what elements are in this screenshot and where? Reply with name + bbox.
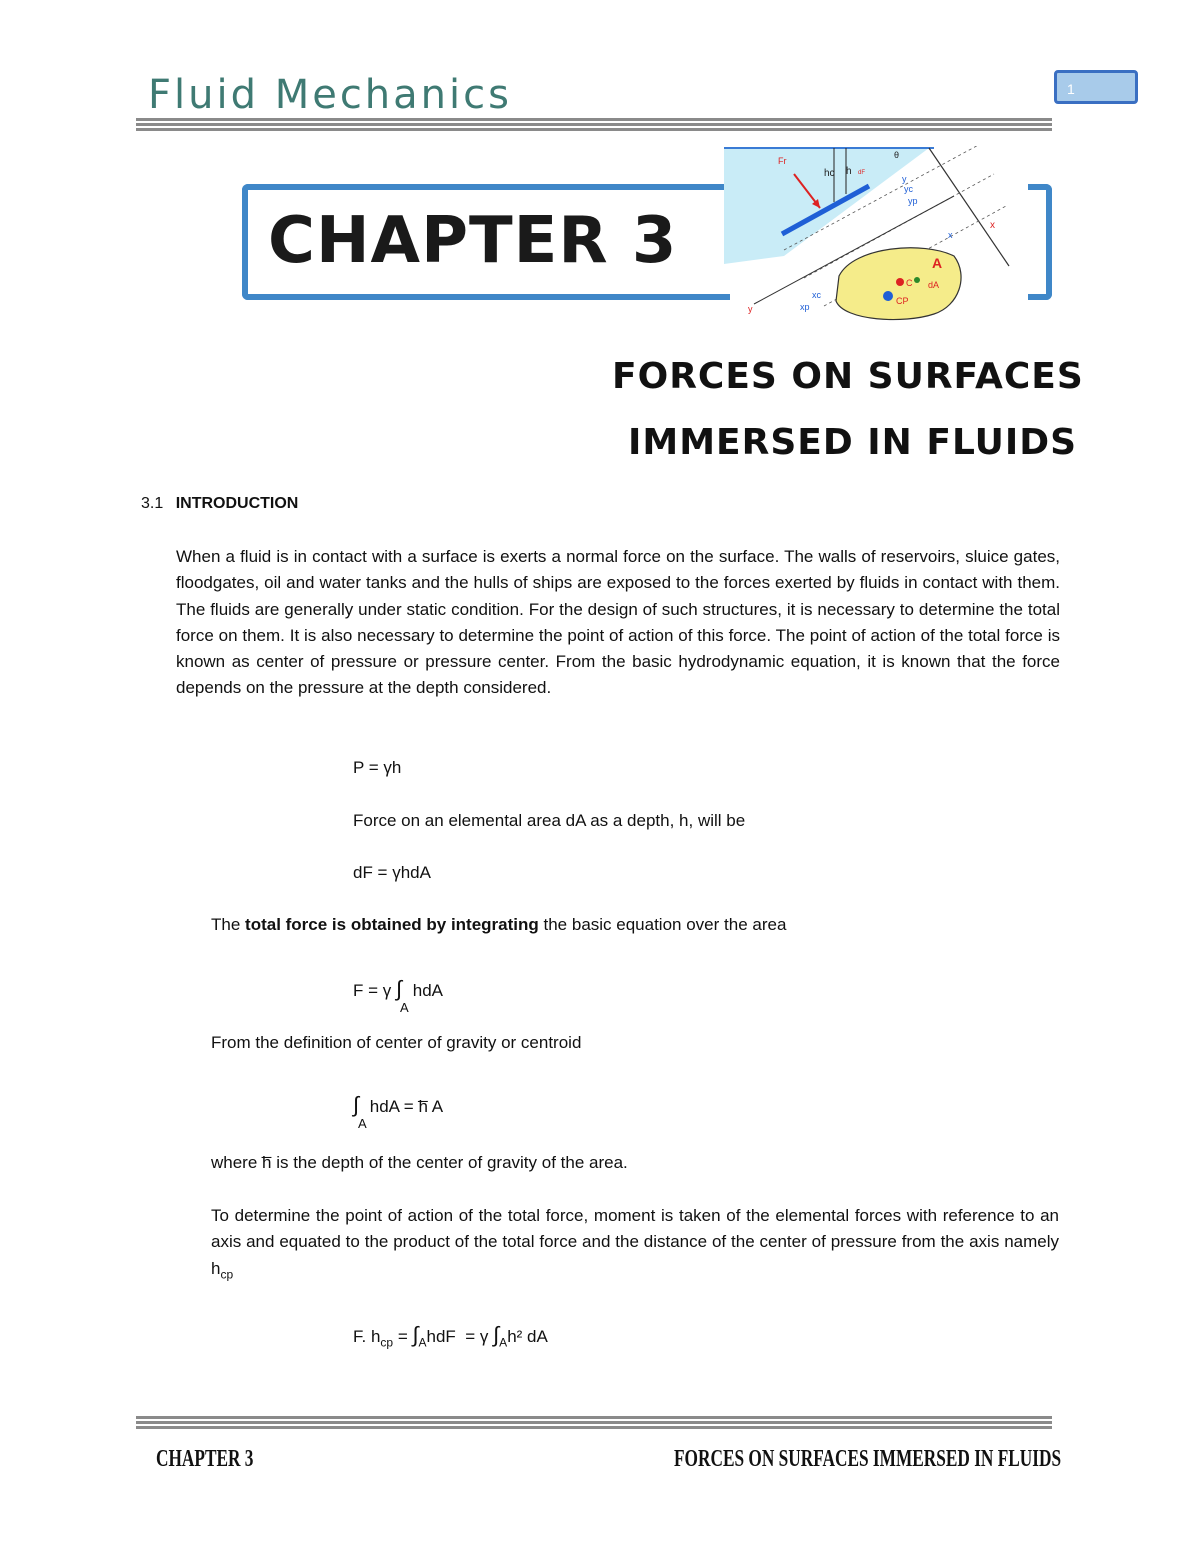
label-theta: θ xyxy=(894,150,900,160)
footer-chapter-title: FORCES ON SURFACES IMMERSED IN FLUIDS xyxy=(674,1446,1062,1472)
section-number: 3.1 xyxy=(141,495,164,512)
equation-centroid xyxy=(353,1092,443,1118)
label-h: h xyxy=(846,166,852,177)
integral-sign: ∫ xyxy=(412,1322,419,1347)
eq5-eq: = xyxy=(393,1327,413,1346)
label-hc: hc xyxy=(824,168,835,179)
inclined-wall-line xyxy=(929,148,1009,266)
label-c: C xyxy=(906,278,913,288)
document-header-title: Fluid Mechanics xyxy=(148,72,512,118)
text-centroid-definition: From the definition of center of gravity or centroid xyxy=(211,1033,582,1052)
chapter-subtitle-line2: IMMERSED IN FLUIDS xyxy=(628,422,1078,463)
label-da: dA xyxy=(928,280,940,290)
eq3-body: hdA xyxy=(412,981,444,1000)
fluid-region xyxy=(724,148,929,264)
eq5-sub1: A xyxy=(418,1335,427,1350)
section-title: INTRODUCTION xyxy=(175,495,299,512)
moment-subscript: cp xyxy=(220,1266,234,1281)
moment-text: To determine the point of action of the total force, moment is taken of the elemental forces with reference to an axis and equated to the product of the total force and the distance of the center of pressure from the axis namely h xyxy=(211,1206,1059,1278)
label-fr: Fr xyxy=(778,156,787,166)
center-of-pressure-point xyxy=(883,291,893,301)
eq4-subscript: A xyxy=(358,1116,367,1131)
eq3-subscript: A xyxy=(400,1000,409,1015)
centroid-point xyxy=(896,278,904,286)
section-heading xyxy=(141,495,298,513)
equation-moment xyxy=(353,1322,548,1349)
label-df: dF xyxy=(858,170,866,176)
eq5-lhs-sub: cp xyxy=(380,1335,394,1350)
total-force-post: the basic equation over the area xyxy=(538,915,787,934)
text-total-force xyxy=(211,915,786,935)
eq5-body1: hdF xyxy=(426,1327,456,1346)
equation-total-force xyxy=(353,976,443,1002)
footer-chapter: CHAPTER 3 xyxy=(156,1446,254,1472)
label-y: y xyxy=(902,174,907,184)
eq5-sub2: A xyxy=(499,1335,508,1350)
label-xp: xp xyxy=(800,302,810,312)
integral-sign: ∫ xyxy=(353,1092,360,1117)
eq5-mid: = γ xyxy=(455,1327,494,1346)
label-y-axis: y xyxy=(748,304,753,314)
label-xc: xc xyxy=(812,290,821,300)
page-number-badge: 1 xyxy=(1054,70,1138,104)
text-where-hbar: where h̅ is the depth of the center of gravity of the area. xyxy=(211,1153,628,1172)
chapter-title: CHAPTER 3 xyxy=(268,204,678,278)
header-rule xyxy=(136,118,1052,133)
footer-rule xyxy=(136,1416,1052,1431)
total-force-pre: The xyxy=(211,915,246,934)
integral-sign: ∫ xyxy=(396,976,403,1001)
eq5-lhs: F. h xyxy=(353,1327,381,1346)
intro-paragraph: When a fluid is in contact with a surface is exerts a normal force on the surface. The walls of reservoirs, sluice gates, floodgates, oil and water tanks and the hulls of ships are exposed to the forces exerted by fluids in contact with them. The fluids are generally under static condition. For the design of such structures, it is necessary to determine the total force on them. It is also necessary to determine the point of action of this force. The point of action of the total force is known as center of pressure or pressure center. From the basic hydrodynamic equation, it is known that the force depends on the pressure at the depth considered. xyxy=(176,547,1060,698)
label-yp: yp xyxy=(908,196,918,206)
moment-paragraph xyxy=(211,1203,1059,1287)
chapter-frame-right xyxy=(1028,184,1052,300)
label-cp: CP xyxy=(896,296,909,306)
equation-elemental-force: dF = γhdA xyxy=(353,863,431,882)
text-elemental-force: Force on an elemental area dA as a depth, h, will be xyxy=(353,811,746,830)
label-x: x xyxy=(990,220,995,231)
eq5-body2: h² dA xyxy=(507,1327,548,1346)
da-point xyxy=(914,277,920,283)
label-area: A xyxy=(932,255,943,271)
chapter-subtitle-line1: FORCES ON SURFACES xyxy=(612,356,1084,397)
equation-pressure: P = γh xyxy=(353,758,402,777)
integral-sign: ∫ xyxy=(493,1322,500,1347)
label-x-axis: x xyxy=(948,230,953,240)
total-force-bold: total force is obtained by integrating xyxy=(245,915,539,934)
eq3-lhs: F = γ xyxy=(353,981,392,1000)
label-yc: yc xyxy=(904,184,913,194)
submerged-surface-diagram xyxy=(724,146,1024,356)
eq4-body: hdA = h̅ A xyxy=(369,1097,444,1116)
